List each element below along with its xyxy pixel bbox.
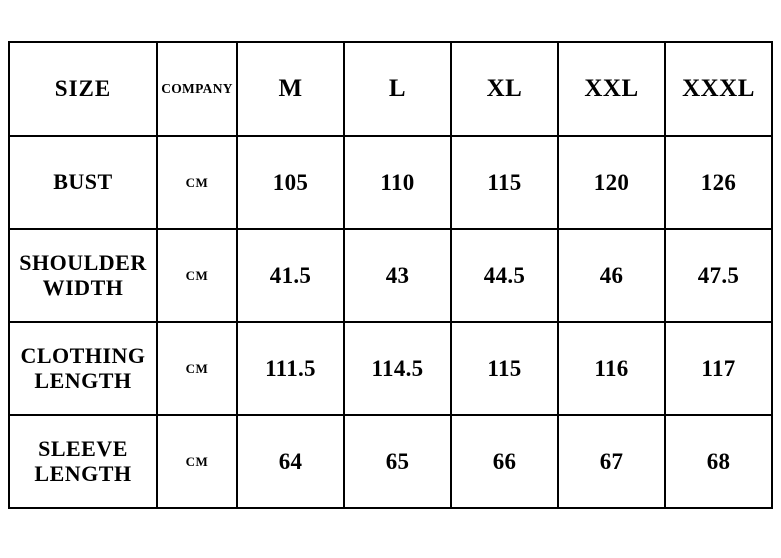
table-row xyxy=(9,322,772,415)
row-label-line: BUST xyxy=(53,169,113,195)
row-label-line: SLEEVE xyxy=(38,435,128,461)
cell-bust-l: 110 xyxy=(344,136,451,229)
cell-shoulder-width-xl: 44.5 xyxy=(451,229,558,322)
cell-clothing-length-m: 111.5 xyxy=(237,322,344,415)
cell-clothing-length-xxxl: 117 xyxy=(665,322,772,415)
cell-bust-m: 105 xyxy=(237,136,344,229)
header-company-label: COMPANY xyxy=(157,42,237,136)
table-header-row xyxy=(9,42,772,136)
table-row xyxy=(9,415,772,508)
cell-shoulder-width-xxxl: 47.5 xyxy=(665,229,772,322)
row-label-shoulder-width xyxy=(9,229,157,322)
table-row xyxy=(9,136,772,229)
header-size-xxl: XXL xyxy=(558,42,665,136)
table-row xyxy=(9,229,772,322)
cell-sleeve-length-xl: 66 xyxy=(451,415,558,508)
header-size-xxxl: XXXL xyxy=(665,42,772,136)
row-unit-shoulder-width: CM xyxy=(157,229,237,322)
cell-sleeve-length-l: 65 xyxy=(344,415,451,508)
cell-bust-xl: 115 xyxy=(451,136,558,229)
row-label-bust xyxy=(9,136,157,229)
row-unit-sleeve-length: CM xyxy=(157,415,237,508)
header-size-label: SIZE xyxy=(9,42,157,136)
row-label-line: LENGTH xyxy=(34,460,132,486)
header-size-l: L xyxy=(344,42,451,136)
row-label-sleeve-length xyxy=(9,415,157,508)
size-chart-container xyxy=(8,41,773,509)
cell-shoulder-width-l: 43 xyxy=(344,229,451,322)
cell-sleeve-length-m: 64 xyxy=(237,415,344,508)
cell-bust-xxxl: 126 xyxy=(665,136,772,229)
cell-clothing-length-l: 114.5 xyxy=(344,322,451,415)
cell-clothing-length-xl: 115 xyxy=(451,322,558,415)
cell-clothing-length-xxl: 116 xyxy=(558,322,665,415)
row-unit-clothing-length: CM xyxy=(157,322,237,415)
size-chart-table xyxy=(8,41,773,509)
row-unit-bust: CM xyxy=(157,136,237,229)
row-label-line: LENGTH xyxy=(34,367,132,393)
row-label-line: SHOULDER xyxy=(19,249,147,275)
cell-shoulder-width-m: 41.5 xyxy=(237,229,344,322)
cell-shoulder-width-xxl: 46 xyxy=(558,229,665,322)
row-label-line: WIDTH xyxy=(42,274,124,300)
row-label-line: CLOTHING xyxy=(20,342,146,368)
cell-sleeve-length-xxl: 67 xyxy=(558,415,665,508)
row-label-clothing-length xyxy=(9,322,157,415)
header-size-m: M xyxy=(237,42,344,136)
cell-sleeve-length-xxxl: 68 xyxy=(665,415,772,508)
header-size-xl: XL xyxy=(451,42,558,136)
cell-bust-xxl: 120 xyxy=(558,136,665,229)
